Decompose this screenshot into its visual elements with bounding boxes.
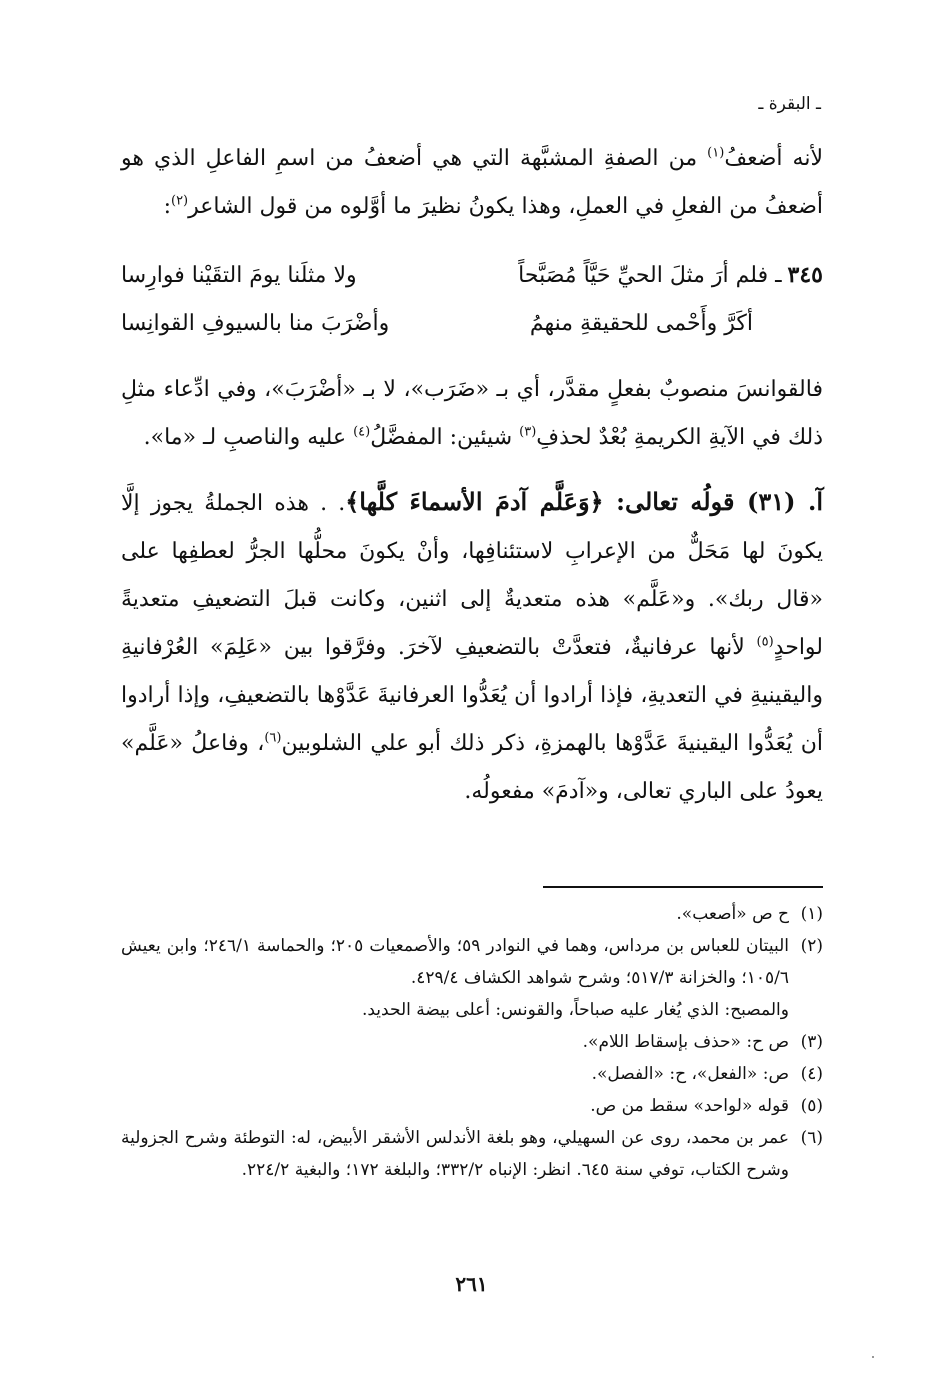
para3-text-c: ، وفاعلُ «عَلَّم» يعودُ على الباري تعالى، و«آدمَ» مفعولُه. xyxy=(121,731,823,804)
footnote-text: قوله «لواحد» سقط من ص. xyxy=(590,1096,789,1116)
para2-text-c: عليه والناصبِ لـ «ما». xyxy=(143,425,354,450)
footnote-number: (٥) xyxy=(800,1096,823,1116)
para2-text-b: شيئين: المفضَّلُ xyxy=(370,425,520,450)
spacer xyxy=(121,462,823,478)
footnote-text: ص ح: «حذف بإسقاط اللام». xyxy=(582,1032,789,1052)
footnote-3 xyxy=(121,1026,823,1058)
poem-number: ٣٤٥ xyxy=(787,262,823,288)
footnote-6 xyxy=(121,1122,823,1186)
footnote-text: ص: «الفعل»، ح: «الفصل». xyxy=(591,1064,789,1084)
scan-speck xyxy=(872,1356,874,1358)
footnote-2-gloss: والمصبح: الذي يُغار عليه صباحاً، والقونس: أعلى بيضة الحديد. xyxy=(361,1000,789,1020)
footnote-text: عمر بن محمد، روى عن السهيلي، وهو بلغة الأندلس الأشقر الأبيض، له: التوطئة وشرح الجزولية وشرح الكتاب، توفي سنة ٦٤٥. انظر: الإنباه ٣٣٢/٢؛ والبلغة ١٧٢؛ والبغية ٢٢٤/٢. xyxy=(121,1128,789,1180)
intro-text-a: لأنه أضعفُ xyxy=(724,146,823,171)
footnote-5 xyxy=(121,1090,823,1122)
footnote-4 xyxy=(121,1058,823,1090)
footnote-1 xyxy=(121,898,823,930)
main-text xyxy=(121,135,823,816)
footnote-number: (٦) xyxy=(800,1128,823,1148)
intro-text-end: : xyxy=(163,194,171,219)
poem-hemistich-1a xyxy=(518,251,823,300)
para3-text-b: لأنها عرفانيةٌ، فتعدَّتْ بالتضعيفِ لآخرَ. وفرَّقوا بين «عَلِمَ» العُرْفانيةِ واليقينيةِ في التعديةِ، فإذا أرادوا أن يُعَدُّوا العرفانيةَ عَدَّوْها بالتضعيفِ، وإذا أرادوا أن يُعَدُّوا اليقينيةَ عَدَّوْها بالهمزةِ، ذكر ذلك أبو علي الشلوبين xyxy=(121,635,823,756)
footnote-separator xyxy=(543,886,823,888)
para2-text-a: فالقوانسَ منصوبٌ بفعلٍ مقدَّر، أي بـ «ضَرَب»، لا بـ «أضْرَبَ»، وفي ادِّعاء مثلِ ذلك في الآيةِ الكريمةِ بُعْدٌ لحذفِ xyxy=(121,377,823,450)
footnote-ref-1[interactable]: (١) xyxy=(707,145,725,161)
spacer xyxy=(121,348,823,366)
poem-block xyxy=(121,251,823,348)
footnote-ref-2[interactable]: (٢) xyxy=(170,193,189,209)
para3-text-a: . . هذه الجملةُ يجوز إلَّا يكونَ لها مَحَلٌّ من الإعرابِ لاستئنافِها، وأنْ يكونَ محلُّها الجرُّ لعطفِها على «قال ربك». و«عَلَّم» هذه متعديةٌ إلى اثنين، وكانت قبلَ التضعيفِ متعديةً لواحدٍ xyxy=(121,491,823,660)
page-number: ٢٦١ xyxy=(455,1272,488,1296)
verse-heading: آ. (٣١) قولُه تعالى: ﴿وَعَلَّم آدمَ الأسماءَ كلَّها﴾ xyxy=(345,487,824,516)
footnote-2 xyxy=(121,930,823,994)
footnote-text: ح ص «أصعب». xyxy=(676,904,789,924)
footnote-ref-5[interactable]: (٥) xyxy=(756,634,774,650)
intro-text-b: من الصفةِ المشبَّهة التي هي أضعفُ من اسمِ الفاعلِ الذي هو أضعفُ من الفعلِ في العملِ، وهذا يكونُ نظيرَ ما أوَّلوه من قول الشاعر xyxy=(121,146,823,219)
footnote-number: (١) xyxy=(800,904,823,924)
footnote-number: (٣) xyxy=(800,1032,823,1052)
footnote-ref-6[interactable]: (٦) xyxy=(264,730,282,746)
footnote-ref-3[interactable]: (٣) xyxy=(519,424,537,440)
footnotes-section xyxy=(121,898,823,1186)
poem-line1-right-text: ـ فلم أرَ مثلَ الحيِّ حَيَّاً مُصَبَّحاً xyxy=(518,263,782,288)
paragraph-verse-31 xyxy=(121,478,823,816)
running-header: ـ البقرة ـ xyxy=(758,94,821,114)
poem-hemistich-2a: أكَرَّ وأَحْمى للحقيقةِ منهمُ xyxy=(529,311,753,336)
footnote-text: البيتان للعباس بن مرداس، وهما في النوادر ٥٩؛ والأصمعيات ٢٠٥؛ والحماسة ٢٤٦/١؛ وابن يعيش ١٠٥/٦؛ والخزانة ٥١٧/٣؛ وشرح شواهد الكشاف ٤٢٩/٤. xyxy=(121,936,789,988)
paragraph-qawanis xyxy=(121,366,823,462)
poem-line-1 xyxy=(121,251,823,300)
poem-hemistich-1b: ولا مثلَنا يومَ التقَيْنا فوارِسا xyxy=(121,263,357,288)
footnote-number: (٢) xyxy=(800,936,823,956)
poem-hemistich-2b: وأضْرَبَ منا بالسيوفِ القوانِسا xyxy=(121,311,390,336)
intro-paragraph xyxy=(121,135,823,231)
footnote-ref-4[interactable]: (٤) xyxy=(353,424,371,440)
footnote-number: (٤) xyxy=(800,1064,823,1084)
poem-line-2 xyxy=(121,300,823,348)
